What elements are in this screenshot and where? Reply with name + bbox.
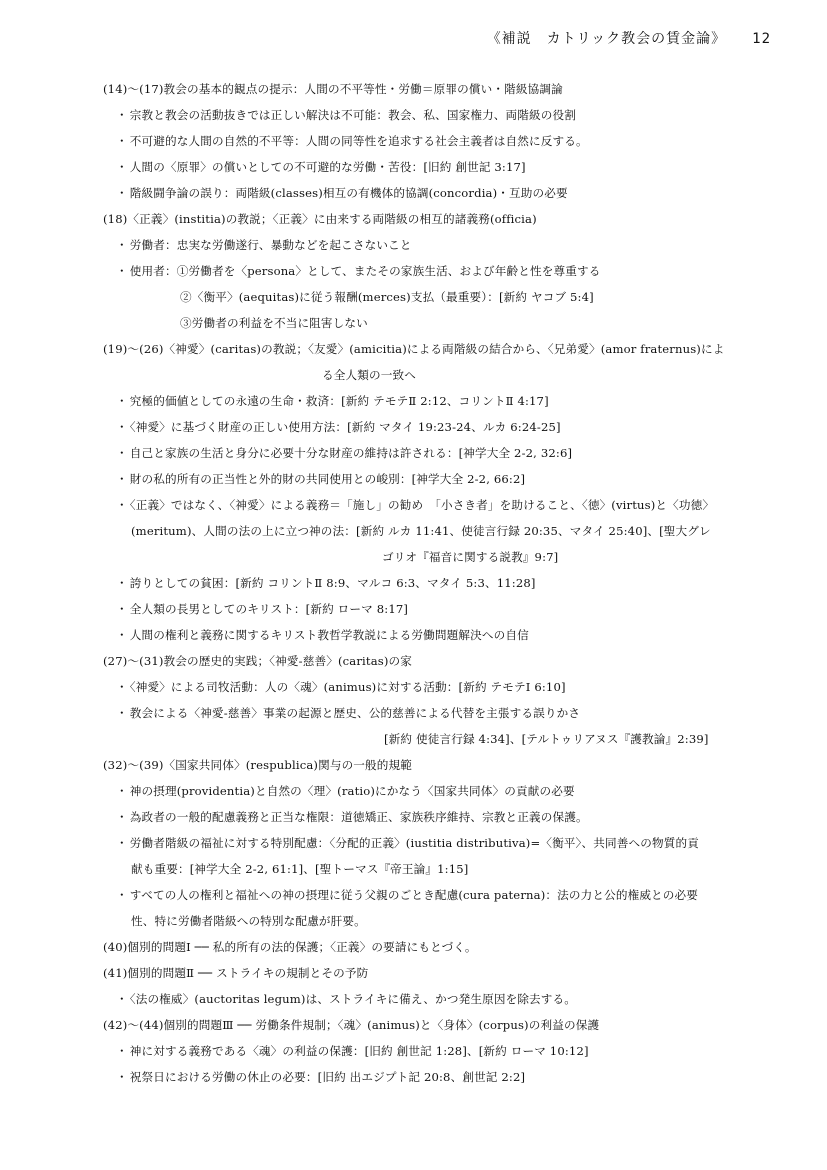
text-line: ・ 労働者階級の福祉に対する特別配慮：〈分配的正義〉(iustitia distributiva)=〈衡平〉、共同善への物質的貢 [116,836,699,851]
text-line: ・ 〈正義〉ではなく、〈神愛〉による義務＝「施し」の勧め 「小さき者」を助けること、〈徳〉(virtus)と〈功徳〉 [116,498,714,513]
text-line: ・ 自己と家族の生活と身分に必要十分な財産の維持は許される：[神学大全 2-2, 32:6] [116,446,572,461]
text-line: ・ 神に対する義務である〈魂〉の利益の保護：[旧約 創世記 1:28]、[新約 ローマ 10:12] [116,1044,589,1059]
text-line: ②〈衡平〉(aequitas)に従う報酬(merces)支払（最重要）：[新約 ヤコブ 5:4] [180,290,594,304]
page-header [487,28,771,48]
text-line: ・ 財の私的所有の正当性と外的財の共同使用との峻別：[神学大全 2-2, 66:2] [116,472,525,487]
text-line: ・ 労働者：忠実な労働遂行、暴動などを起こさないこと [116,238,412,253]
text-line: ③労働者の利益を不当に阻害しない [180,316,368,330]
text-line: る全人類の一致へ [322,368,416,382]
section-heading: (18)〈正義〉(institia)の教説；〈正義〉に由来する両階級の相互的諸義務(officia) [103,212,537,226]
text-line: 性、特に労働者階級への特別な配慮が肝要。 [131,914,366,928]
text-line: (meritum)、人間の法の上に立つ神の法：[新約 ルカ 11:41、使徒言行録 20:35、マタイ 25:40]、[聖大グレ [131,524,711,538]
text-line: ・ 不可避的な人間の自然的不平等：人間の同等性を追求する社会主義者は自然に反する。 [116,134,588,149]
text-line: ・ 階級闘争論の誤り：両階級(classes)相互の有機体的協調(concordia)・互助の必要 [116,186,568,201]
text-line: ・ 祝祭日における労働の休止の必要：[旧約 出エジプト記 20:8、創世記 2:2] [116,1070,525,1085]
text-line: ・ 〈神愛〉による司牧活動：人の〈魂〉(animus)に対する活動：[新約 テモテⅠ 6:10] [116,680,566,695]
text-line: ・ 〈神愛〉に基づく財産の正しい使用方法：[新約 マタイ 19:23-24、ルカ 6:24-25] [116,420,561,435]
text-line: [新約 使徒言行録 4:34]、[テルトゥリアヌス『護教論』2:39] [384,732,709,746]
text-line: ・ 人間の権利と義務に関するキリスト教哲学教説による労働問題解決への自信 [116,628,529,643]
section-heading: (27)～(31)教会の歴史的実践；〈神愛-慈善〉(caritas)の家 [103,654,413,668]
text-line: ・ 宗教と教会の活動抜きでは正しい解決は不可能：教会、私、国家権力、両階級の役割 [116,108,576,123]
header-title: 《補説 カトリック教会の賃金論》 [486,31,727,47]
section-heading: (40)個別的問題Ⅰ ── 私的所有の法的保護；〈正義〉の要請にもとづく。 [103,940,477,954]
section-heading: (32)～(39)〈国家共同体〉(respublica)関与の一般的規範 [103,758,413,772]
text-line: ・ 使用者：①労働者を〈persona〉として、またその家族生活、および年齢と性を尊重する [116,264,600,279]
page-number: 12 [752,31,771,47]
text-line: ・ 〈法の権威〉(auctoritas legum)は、ストライキに備え、かつ発生原因を除去する。 [116,992,576,1007]
text-line: ・ 人間の〈原罪〉の償いとしての不可避的な労働・苦役：[旧約 創世記 3:17] [116,160,526,175]
text-line: 献も重要：[神学大全 2-2, 61:1]、[聖トーマス『帝王論』1:15] [131,862,469,876]
text-line: ・ 教会による〈神愛-慈善〉事業の起源と歴史、公的慈善による代替を主張する誤りかさ [116,706,580,721]
section-heading: (14)～(17)教会の基本的観点の提示：人間の不平等性・労働＝原罪の償い・階級協調論 [103,82,563,96]
text-line: ・ 全人類の長男としてのキリスト：[新約 ローマ 8:17] [116,602,408,617]
text-line: ・ 究極的価値としての永遠の生命・救済：[新約 テモテⅡ 2:12、コリントⅡ 4:17] [116,394,549,409]
text-line: ゴリオ『福音に関する説教』9:7] [382,550,559,564]
section-heading: (19)～(26)〈神愛〉(caritas)の教説；〈友愛〉(amicitia)による両階級の結合から、〈兄弟愛〉(amor fraternus)によ [103,342,725,356]
text-line: ・ 誇りとしての貧困：[新約 コリントⅡ 8:9、マルコ 6:3、マタイ 5:3、11:28] [116,576,536,591]
section-heading: (42)～(44)個別的問題Ⅲ ── 労働条件規制；〈魂〉(animus)と〈身体〉(corpus)の利益の保護 [103,1018,600,1032]
section-heading: (41)個別的問題Ⅱ ── ストライキの規制とその予防 [103,966,369,980]
text-line: ・ すべての人の権利と福祉への神の摂理に従う父親のごとき配慮(cura paterna)：法の力と公的権威との必要 [116,888,698,903]
text-line: ・ 神の摂理(providentia)と自然の〈理〉(ratio)にかなう〈国家共同体〉の貢献の必要 [116,784,575,799]
text-line: ・ 為政者の一般的配慮義務と正当な権限：道徳矯正、家族秩序維持、宗教と正義の保護。 [116,810,588,825]
